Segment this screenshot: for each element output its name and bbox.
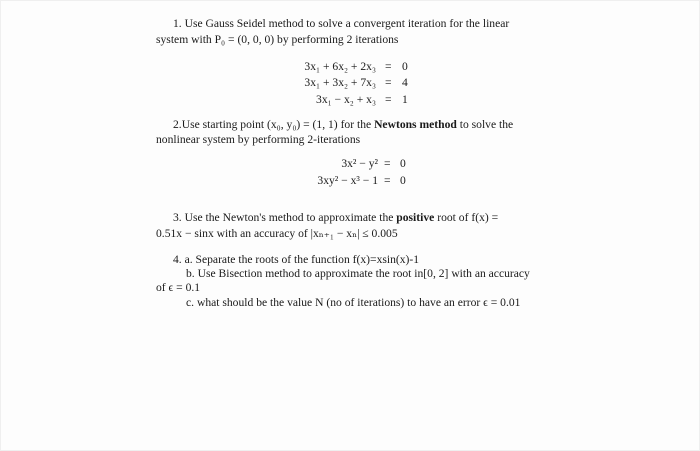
document-page: 1. Use Gauss Seidel method to solve a convergent iteration for the linear system with P₀ = (0, 0, 0) by performing 2 iterations 3x₁ + 6x₂ + 2x₃ = 0 3x₁ + 3x₂ + 7x₃ = 4 3x₁ − x₂ + x₃ = 1 2.Use starting point (x₀, y₀) = (1, 1) for the Newtons method to solve the nonlinear system by performing 2-iterations 3x² − y² = 0 3xy² − x³ − 1 = 0 3. Use the Newton's method to approximate the positive root of f(x) = 0.51x − sinx with an accuracy of |xₙ₊₁ − xₙ| ≤ 0.005 4. a. Separate the roots of the function f(x)=xsin(x)-1 b. Use Bisection method to approximate the root in[0, 2] with an accuracy of ϵ = 0.1 c. what should be the value N (no of iterations) to have an error ϵ = 0.01: [0, 0, 700, 451]
q4-part-b-line-1: b. Use Bisection method to approximate the root in[0, 2] with an accuracy: [186, 267, 530, 280]
q3-line-2: 0.51x − sinx with an accuracy of |xₙ₊₁ − xₙ| ≤ 0.005: [156, 227, 398, 240]
q2-line-1: 2.Use starting point (x₀, y₀) = (1, 1) for the Newtons method to solve the: [173, 118, 514, 131]
q3-line-1: 3. Use the Newton's method to approximate the positive root of f(x) =: [173, 211, 499, 224]
q4-part-a: 4. a. Separate the roots of the function f(x)=xsin(x)-1: [173, 253, 420, 266]
q1-line-1: 1. Use Gauss Seidel method to solve a convergent iteration for the linear: [173, 17, 510, 30]
q4-part-b-line-2: of ϵ = 0.1: [156, 281, 201, 294]
q2-line-2: nonlinear system by performing 2-iterations: [156, 133, 361, 146]
q4-part-c: c. what should be the value N (no of iterations) to have an error ϵ = 0.01: [186, 296, 521, 309]
q1-line-2: system with P₀ = (0, 0, 0) by performing 2 iterations: [156, 33, 399, 46]
